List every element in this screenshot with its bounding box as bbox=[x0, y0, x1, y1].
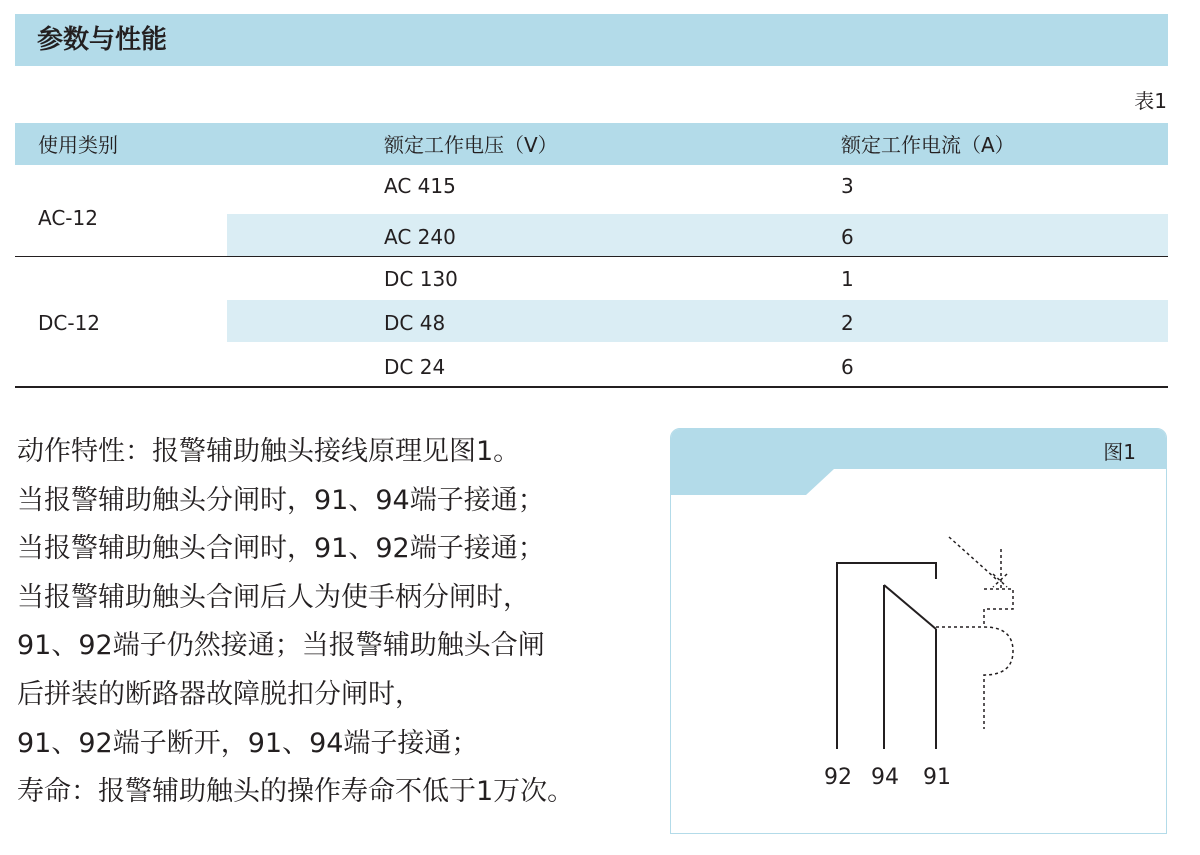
category-cell: DC-12 bbox=[38, 311, 101, 335]
contact-schematic bbox=[671, 429, 1167, 834]
wiring-diagram-figure bbox=[670, 428, 1167, 834]
table-bottom-rule bbox=[15, 386, 1168, 388]
current-cell: 6 bbox=[841, 225, 854, 249]
terminal-label-94: 94 bbox=[871, 765, 899, 790]
column-header-category: 使用类别 bbox=[38, 133, 118, 157]
trip-mechanism bbox=[984, 589, 1013, 729]
terminal-label-91: 91 bbox=[923, 765, 951, 790]
voltage-cell: DC 130 bbox=[384, 267, 458, 291]
terminal-92-wire bbox=[837, 563, 936, 749]
description-line: 当报警辅助触头分闸时，91、94端子接通； bbox=[17, 484, 545, 516]
current-cell: 2 bbox=[841, 311, 854, 335]
table-caption: 表1 bbox=[1134, 89, 1167, 113]
section-header bbox=[15, 14, 1168, 66]
table-row-stripe bbox=[227, 300, 1168, 342]
terminal-label-92: 92 bbox=[824, 765, 852, 790]
column-header-voltage: 额定工作电压（V） bbox=[384, 133, 558, 157]
description-line: 91、92端子断开，91、94端子接通； bbox=[17, 727, 479, 759]
handle-linkage bbox=[949, 537, 996, 579]
voltage-cell: DC 48 bbox=[384, 311, 446, 335]
description-text bbox=[17, 428, 574, 817]
description-line: 当报警辅助触头合闸时，91、92端子接通； bbox=[17, 533, 545, 565]
voltage-cell: DC 24 bbox=[384, 355, 446, 379]
column-header-current: 额定工作电流（A） bbox=[841, 133, 1015, 157]
current-cell: 1 bbox=[841, 267, 854, 291]
table-header bbox=[15, 123, 1168, 165]
group-divider bbox=[15, 256, 1168, 257]
table-row-stripe bbox=[227, 214, 1168, 256]
description-line: 动作特性：报警辅助触头接线原理见图1。 bbox=[17, 436, 521, 467]
description-line: 91、92端子仍然接通；当报警辅助触头合闸 bbox=[17, 630, 545, 662]
current-cell: 3 bbox=[841, 174, 854, 198]
voltage-cell: AC 240 bbox=[384, 225, 456, 249]
current-cell: 6 bbox=[841, 355, 854, 379]
figure-caption: 图1 bbox=[1103, 440, 1136, 464]
description-line: 寿命：报警辅助触头的操作寿命不低于1万次。 bbox=[17, 776, 575, 808]
category-cell: AC-12 bbox=[38, 206, 98, 230]
description-line: 后拼装的断路器故障脱扣分闸时， bbox=[17, 678, 422, 710]
switch-arm bbox=[884, 585, 936, 629]
description-line: 当报警辅助触头合闸后人为使手柄分闸时， bbox=[17, 581, 530, 613]
voltage-cell: AC 415 bbox=[384, 174, 456, 198]
section-title: 参数与性能 bbox=[37, 25, 168, 55]
